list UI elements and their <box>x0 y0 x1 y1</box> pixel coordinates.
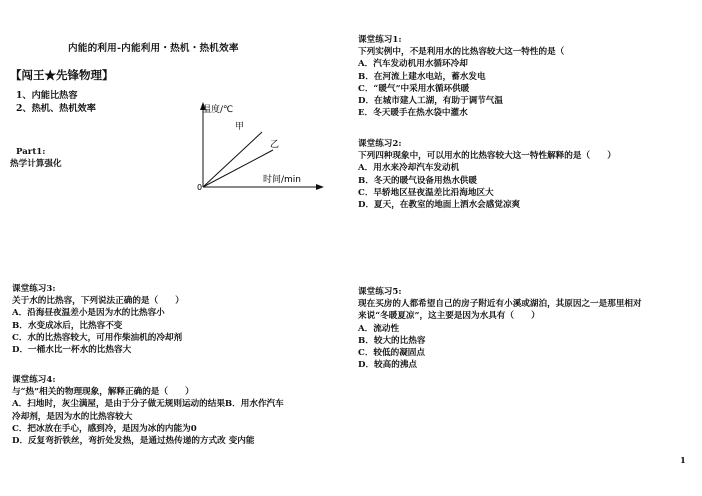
exercise-stem: 下列四种现象中，可以用水的比热容较大这一特性解释的是（ ） <box>358 151 616 162</box>
exercise-option: A．沿海昼夜温差小是因为水的比热容小 <box>12 308 165 319</box>
exercise-heading: 课堂练习3: <box>12 284 56 294</box>
topic-item-1: 1、内能比热容 <box>16 90 78 101</box>
exercise-option: D．一桶水比一杯水的比热容大 <box>12 345 132 356</box>
exercise-option: A．扫地时，灰尘满屋，是由于分子做无规则运动的结果B．用水作汽车 <box>12 399 284 410</box>
topic-item-2: 2、热机、热机效率 <box>16 103 96 114</box>
exercise-option: D．反复弯折铁丝，弯折处发热，是通过热传递的方式改 变内能 <box>12 436 255 447</box>
exercise-5 <box>358 286 688 371</box>
exercise-heading: 课堂练习5: <box>358 287 402 297</box>
exercise-option: E．冬天暖手在热水袋中灌水 <box>358 108 468 119</box>
exercise-option: B．冬天的暖气设备用热水供暖 <box>358 175 477 186</box>
exercise-option: A．汽车发动机用水循环冷却 <box>358 59 468 70</box>
exercise-heading: 课堂练习4: <box>12 375 56 385</box>
exercise-option: D．在城市建人工湖，有助于调节气温 <box>358 96 503 107</box>
exercise-option: A．用水来冷却汽车发动机 <box>358 163 460 174</box>
exercise-option: B．较大的比热容 <box>358 335 426 346</box>
exercise-heading: 课堂练习1: <box>358 35 402 45</box>
exercise-option: D．较高的沸点 <box>358 360 418 371</box>
page-title: 内能的利用-内能利用・热机・热机效率 <box>68 43 239 54</box>
exercise-heading: 课堂练习2: <box>358 139 402 149</box>
line-jia <box>203 132 262 187</box>
exercise-option: C．“暖气”中采用水循环供暖 <box>358 83 470 94</box>
exercise-stem: 下列实例中，不是利用水的比热容较大这一特性的是（ <box>358 47 565 58</box>
line-yi-label: 乙 <box>270 140 280 150</box>
exercise-1 <box>358 34 688 119</box>
brand-label: 【闯王★先锋物理】 <box>10 68 114 82</box>
exercise-stem: 关于水的比热容，下列说法正确的是（ ） <box>12 296 184 307</box>
part-subtitle: 热学计算强化 <box>10 159 62 169</box>
exercise-2 <box>358 138 688 211</box>
page-number: 1 <box>680 455 686 465</box>
part-label: Part1: <box>16 147 46 157</box>
exercise-4 <box>12 374 342 447</box>
exercise-option: C．水的比热容较大，可用作柴油机的冷却剂 <box>12 332 183 343</box>
temperature-time-graph <box>180 96 330 196</box>
x-axis-label: 时间/min <box>263 175 302 185</box>
exercise-stem: 现在买房的人都希望自己的房子附近有小溪或湖泊，其原因之一是那里相对 <box>358 299 642 310</box>
exercise-stem: 来说“冬暖夏凉”，这主要是因为水具有（ ） <box>358 311 540 322</box>
x-axis-arrow <box>316 184 324 190</box>
exercise-option: D．夏天，在教室的地面上洒水会感觉凉爽 <box>358 200 521 211</box>
exercise-option: C．早轿地区昼夜温差比沿海地区大 <box>358 187 494 198</box>
exercise-option: A．流动性 <box>358 323 400 334</box>
exercise-option: C．较低的凝固点 <box>358 348 425 359</box>
exercise-stem: 与“热”相关的物理现象，解释正确的是（ ） <box>12 387 194 398</box>
y-axis-label: 温度/℃ <box>202 105 234 115</box>
exercise-option: C．把冰放在手心，感到冷，是因为冰的内能为0 <box>12 423 197 434</box>
exercise-option: B．在河流上建水电站，蓄水发电 <box>358 71 486 82</box>
exercise-option: 冷却剂，是因为水的比热容较大 <box>12 411 133 422</box>
line-jia-label: 甲 <box>235 122 245 132</box>
origin-label: 0 <box>197 183 203 192</box>
exercise-option: B．水变成冰后，比热容不变 <box>12 320 123 331</box>
exercise-3 <box>12 283 342 356</box>
